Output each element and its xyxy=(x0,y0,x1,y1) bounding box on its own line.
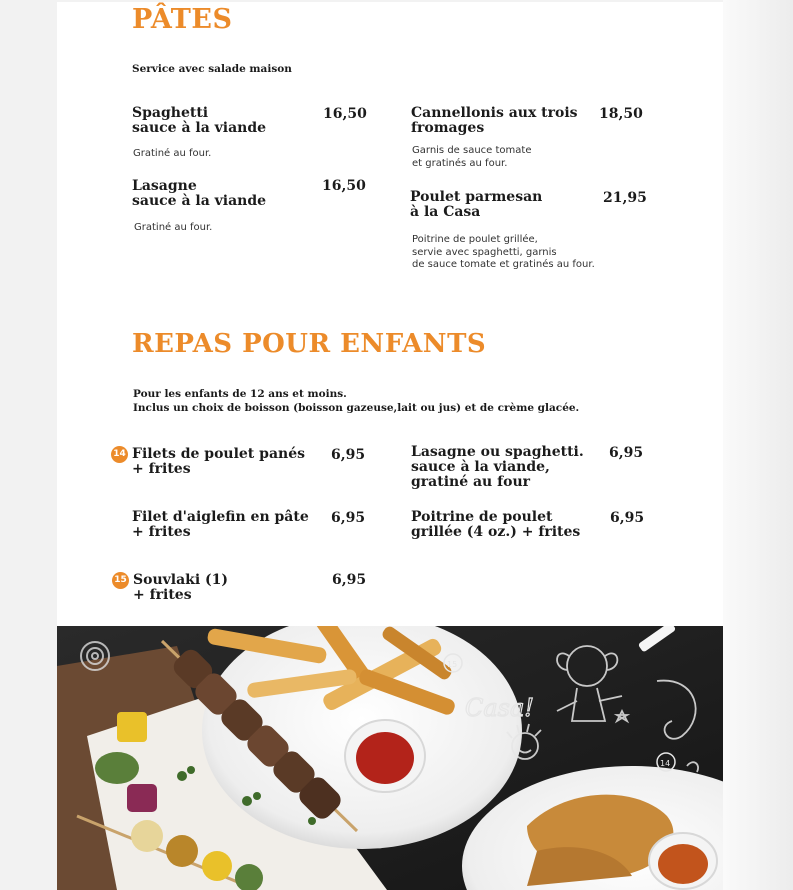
food-photo xyxy=(57,626,723,890)
menu-item-name: Spaghetti sauce à la viande xyxy=(132,105,267,136)
menu-item-name: Filet d'aiglefin en pâte + frites xyxy=(132,509,309,540)
menu-item-desc: Garnis de sauce tomate et gratinés au four. xyxy=(412,145,532,169)
enfants-subtitle-includes: Inclus un choix de boisson (boisson gazeuse,lait ou jus) et de crème glacée. xyxy=(133,402,580,414)
menu-item-name: Poitrine de poulet grillée (4 oz.) + frites xyxy=(411,509,581,540)
menu-item-name: Lasagne ou spaghetti. sauce à la viande, gratiné au four xyxy=(411,444,584,490)
menu-item-name: Poulet parmesan à la Casa xyxy=(410,189,543,220)
menu-item-desc: Gratiné au four. xyxy=(134,222,213,233)
dip-shape xyxy=(658,844,708,884)
menu-item-price: 6,95 xyxy=(609,445,644,461)
enfants-title: REPAS POUR ENFANTS xyxy=(132,329,487,359)
menu-item-price: 16,50 xyxy=(323,106,367,122)
menu-item-price: 21,95 xyxy=(603,190,647,206)
menu-page xyxy=(57,2,723,890)
menu-item-price: 18,50 xyxy=(599,106,643,122)
menu-item-desc: Poitrine de poulet grillée, servie avec spaghetti, garnis de sauce tomate et gratinés au four. xyxy=(412,234,595,270)
menu-item-name: Lasagne sauce à la viande xyxy=(132,178,267,209)
menu-item-price: 6,95 xyxy=(331,447,366,463)
sauce-shape xyxy=(356,732,414,784)
menu-item-name: Cannellonis aux trois fromages xyxy=(411,105,578,136)
menu-item-name: Souvlaki (1) + frites xyxy=(133,572,229,603)
menu-item-desc: Gratiné au four. xyxy=(133,148,212,159)
menu-item-price: 6,95 xyxy=(332,572,367,588)
menu-item-price: 6,95 xyxy=(610,510,645,526)
enfants-subtitle-age: Pour les enfants de 12 ans et moins. xyxy=(133,388,347,400)
chalk-casa-text: Casa! xyxy=(465,694,534,722)
menu-item-price: 6,95 xyxy=(331,510,366,526)
menu-item-name: Filets de poulet panés + frites xyxy=(132,446,305,477)
chalk-badge-15-text: 15 xyxy=(447,660,458,669)
pates-subtitle: Service avec salade maison xyxy=(132,63,292,75)
page-edge xyxy=(723,0,793,890)
chalk-badge-14-text: 14 xyxy=(660,759,671,768)
item-number-badge: 14 xyxy=(111,446,128,463)
item-number-badge: 15 xyxy=(112,572,129,589)
food-photo-illustration xyxy=(57,626,723,890)
pates-title: PÂTES xyxy=(132,4,233,35)
menu-item-price: 16,50 xyxy=(322,178,366,194)
